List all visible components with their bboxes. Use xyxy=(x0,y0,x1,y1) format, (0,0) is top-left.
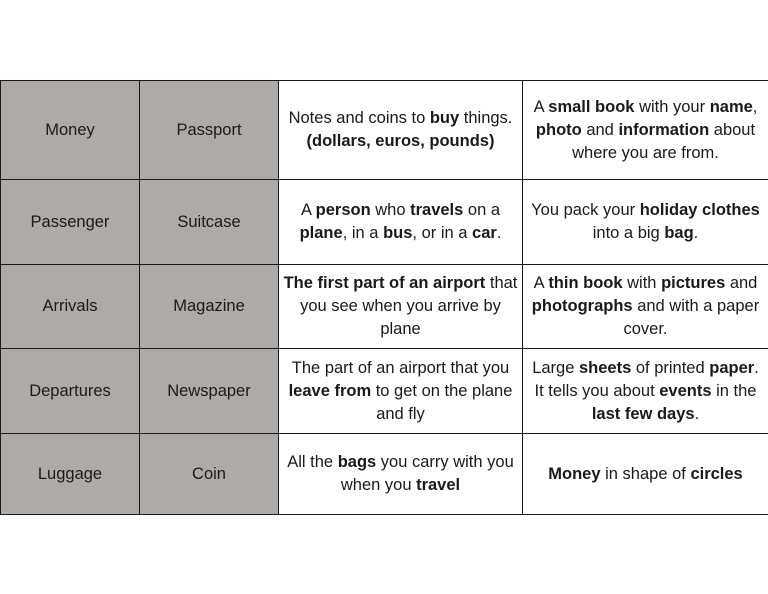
word-cell: Arrivals xyxy=(1,265,140,349)
definition-text: with xyxy=(622,274,662,292)
definition-text: , xyxy=(752,97,758,116)
definition-text: in shape of xyxy=(600,464,691,483)
definition-text: The part of an airport that you xyxy=(291,358,510,377)
word-cell: Magazine xyxy=(140,265,279,349)
definition-text: . xyxy=(694,404,700,423)
table-row xyxy=(1,434,768,515)
word-cell: Departures xyxy=(1,349,140,434)
definition-text: Notes and coins to xyxy=(288,109,430,127)
definition-keyword: car xyxy=(472,224,497,242)
word-cell: Coin xyxy=(140,434,279,515)
definition-text: A xyxy=(300,201,316,219)
definition-text: and xyxy=(725,274,758,292)
definition-cell xyxy=(523,265,768,349)
definition-cell xyxy=(523,434,768,515)
definition-text: about where you are from. xyxy=(572,120,756,162)
definition-keyword: travel xyxy=(416,476,461,494)
definition-text: Large xyxy=(532,358,579,377)
definition-keyword: (dollars, euros, pounds) xyxy=(306,132,495,150)
table-row xyxy=(1,265,768,349)
word-cell: Newspaper xyxy=(140,349,279,434)
definition-keyword: small book xyxy=(548,97,635,116)
definition-text: All the xyxy=(287,453,338,471)
definition-keyword: leave from xyxy=(288,381,372,400)
definition-keyword: The first part of an airport xyxy=(283,274,486,292)
definition-keyword: photographs xyxy=(531,297,633,315)
definition-text: and xyxy=(581,120,619,139)
definition-cell xyxy=(523,81,768,180)
word-cell: Luggage xyxy=(1,434,140,515)
definition-keyword: paper xyxy=(709,358,755,377)
table-row xyxy=(1,180,768,265)
definition-text: with your xyxy=(634,97,710,116)
definition-text: things. xyxy=(459,109,513,127)
definition-cell xyxy=(279,349,523,434)
word-cell: Money xyxy=(1,81,140,180)
definition-cell xyxy=(523,180,768,265)
definition-cell xyxy=(279,81,523,180)
definition-text: You pack your xyxy=(531,201,640,219)
definition-text: and with a paper cover. xyxy=(623,297,760,338)
definition-cell xyxy=(279,180,523,265)
table-row xyxy=(1,349,768,434)
definition-keyword: photo xyxy=(535,120,582,139)
definition-keyword: bags xyxy=(337,453,377,471)
word-cell: Suitcase xyxy=(140,180,279,265)
definition-text: who xyxy=(370,201,411,219)
definition-text: on a xyxy=(463,201,501,219)
definition-keyword: thin book xyxy=(548,274,623,292)
definition-text: into a big xyxy=(592,224,665,242)
definition-keyword: travels xyxy=(410,201,464,219)
definition-text: . It tells you about xyxy=(534,358,759,400)
definition-keyword: buy xyxy=(429,109,460,127)
definition-keyword: pictures xyxy=(661,274,726,292)
definition-keyword: plane xyxy=(299,224,343,242)
definition-text: you carry with you when you xyxy=(340,453,514,494)
definition-cell xyxy=(279,265,523,349)
table-row xyxy=(1,81,768,180)
definition-text: . xyxy=(496,224,502,242)
definition-keyword: information xyxy=(618,120,710,139)
word-cell: Passenger xyxy=(1,180,140,265)
definition-keyword: holiday clothes xyxy=(639,201,760,219)
definition-keyword: bag xyxy=(664,224,694,242)
definition-text: to get on the plane and fly xyxy=(371,381,513,423)
definition-cell xyxy=(523,349,768,434)
definition-text: of printed xyxy=(631,358,710,377)
definition-text: , in a xyxy=(342,224,384,242)
definition-keyword: circles xyxy=(690,464,743,483)
definition-keyword: person xyxy=(315,201,371,219)
definition-text: in the xyxy=(711,381,757,400)
vocabulary-table xyxy=(0,80,768,515)
definition-text: that you see when you arrive by plane xyxy=(300,274,518,338)
definition-keyword: events xyxy=(659,381,712,400)
definition-text: A xyxy=(533,97,549,116)
definition-cell xyxy=(279,434,523,515)
word-cell: Passport xyxy=(140,81,279,180)
definition-keyword: bus xyxy=(383,224,413,242)
definition-text: . xyxy=(693,224,699,242)
definition-text: , or in a xyxy=(412,224,473,242)
definition-keyword: last few days xyxy=(591,404,695,423)
definition-keyword: sheets xyxy=(579,358,632,377)
definition-keyword: Money xyxy=(548,464,601,483)
definition-keyword: name xyxy=(709,97,753,116)
definition-text: A xyxy=(533,274,549,292)
